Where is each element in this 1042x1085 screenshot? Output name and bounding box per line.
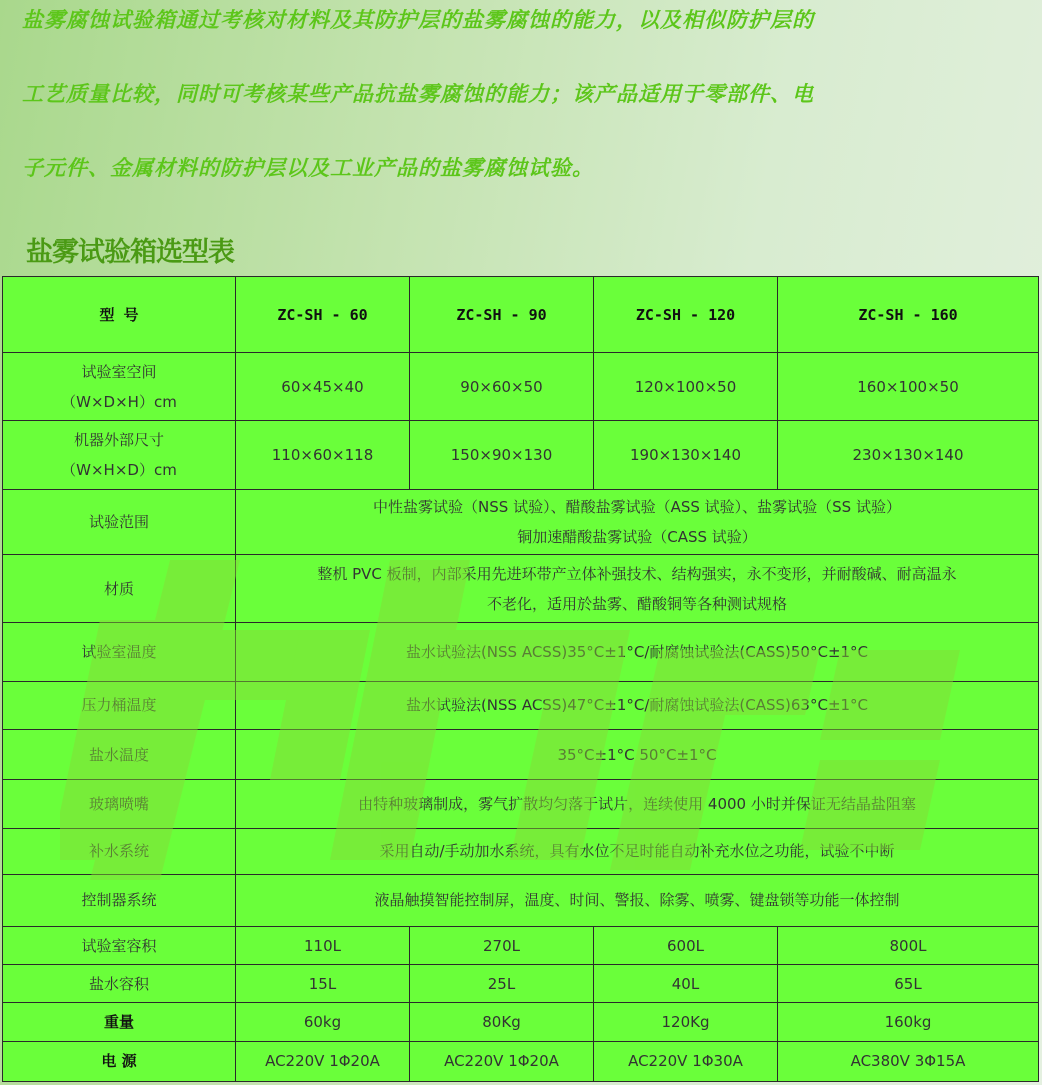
table-cell-wide: 35°C±1°C 50°C±1°C bbox=[236, 730, 1039, 780]
selection-table-heading: 盐雾试验箱选型表 bbox=[26, 237, 234, 268]
table-row bbox=[3, 421, 1039, 489]
table-cell-wide: 整机 PVC 板制，内部采用先进环带产立体补强技术、结构强实，永不变形，并耐酸碱、耐高温永 不老化，适用於盐雾、醋酸铜等各种测试规格 bbox=[236, 555, 1039, 623]
header-model: ZC-SH - 160 bbox=[778, 277, 1039, 353]
table-cell: 800L bbox=[778, 927, 1039, 965]
table-cell: 80Kg bbox=[410, 1003, 594, 1041]
table-row bbox=[3, 874, 1039, 926]
table-cell: 90×60×50 bbox=[410, 353, 594, 421]
row-label: 电 源 bbox=[3, 1041, 236, 1081]
header-model: ZC-SH - 90 bbox=[410, 277, 594, 353]
table-row bbox=[3, 489, 1039, 554]
table-row bbox=[3, 965, 1039, 1003]
table-cell: 25L bbox=[410, 965, 594, 1003]
row-label: 试验室空间 （W×D×H）cm bbox=[3, 353, 236, 421]
table-cell: AC220V 1Φ20A bbox=[236, 1041, 410, 1081]
table-cell: 160kg bbox=[778, 1003, 1039, 1041]
table-cell: 15L bbox=[236, 965, 410, 1003]
table-cell-wide: 采用自动/手动加水系统，具有水位不足时能自动补充水位之功能，试验不中断 bbox=[236, 828, 1039, 874]
row-label: 玻璃喷嘴 bbox=[3, 780, 236, 828]
table-cell: 40L bbox=[594, 965, 778, 1003]
table-cell: 120×100×50 bbox=[594, 353, 778, 421]
table-cell: 65L bbox=[778, 965, 1039, 1003]
table-cell: 600L bbox=[594, 927, 778, 965]
header-model: ZC-SH - 120 bbox=[594, 277, 778, 353]
table-cell-wide: 盐水试验法(NSS ACSS)35°C±1°C/耐腐蚀试验法(CASS)50°C±1°C bbox=[236, 623, 1039, 681]
row-label: 控制器系统 bbox=[3, 874, 236, 926]
table-row bbox=[3, 927, 1039, 965]
table-cell: 60kg bbox=[236, 1003, 410, 1041]
intro-text bbox=[22, 0, 1032, 222]
header-label: 型 号 bbox=[3, 277, 236, 353]
intro-line: 工艺质量比较，同时可考核某些产品抗盐雾腐蚀的能力；该产品适用于零部件、电 bbox=[22, 82, 814, 106]
table-row bbox=[3, 681, 1039, 729]
row-label: 机器外部尺寸 （W×H×D）cm bbox=[3, 421, 236, 489]
table-cell: 270L bbox=[410, 927, 594, 965]
row-label: 材质 bbox=[3, 555, 236, 623]
table-cell-wide: 液晶触摸智能控制屏，温度、时间、警报、除雾、喷雾、键盘锁等功能一体控制 bbox=[236, 874, 1039, 926]
table-cell: 60×45×40 bbox=[236, 353, 410, 421]
intro-line: 子元件、金属材料的防护层以及工业产品的盐雾腐蚀试验。 bbox=[22, 156, 594, 180]
row-label: 重量 bbox=[3, 1003, 236, 1041]
table-cell: 160×100×50 bbox=[778, 353, 1039, 421]
table-row bbox=[3, 1041, 1039, 1081]
table-header-row bbox=[3, 277, 1039, 353]
model-selection-table bbox=[2, 276, 1039, 1082]
table-cell: AC220V 1Φ30A bbox=[594, 1041, 778, 1081]
row-label: 试验范围 bbox=[3, 489, 236, 554]
header-model: ZC-SH - 60 bbox=[236, 277, 410, 353]
table-cell: 230×130×140 bbox=[778, 421, 1039, 489]
table-cell: 150×90×130 bbox=[410, 421, 594, 489]
table-cell: 120Kg bbox=[594, 1003, 778, 1041]
table-cell: 110L bbox=[236, 927, 410, 965]
table-cell: AC220V 1Φ20A bbox=[410, 1041, 594, 1081]
table-row bbox=[3, 730, 1039, 780]
table-row bbox=[3, 828, 1039, 874]
row-label: 盐水容积 bbox=[3, 965, 236, 1003]
table-row bbox=[3, 1003, 1039, 1041]
table-cell-wide: 中性盐雾试验（NSS 试验）、醋酸盐雾试验（ASS 试验）、盐雾试验（SS 试验） 铜加速醋酸盐雾试验（CASS 试验） bbox=[236, 489, 1039, 554]
row-label: 试验室温度 bbox=[3, 623, 236, 681]
row-label: 试验室容积 bbox=[3, 927, 236, 965]
table-cell: 190×130×140 bbox=[594, 421, 778, 489]
table-row bbox=[3, 353, 1039, 421]
intro-line: 盐雾腐蚀试验箱通过考核对材料及其防护层的盐雾腐蚀的能力，以及相似防护层的 bbox=[22, 8, 814, 32]
table-cell: AC380V 3Φ15A bbox=[778, 1041, 1039, 1081]
table-row bbox=[3, 555, 1039, 623]
row-label: 补水系统 bbox=[3, 828, 236, 874]
row-label: 压力桶温度 bbox=[3, 681, 236, 729]
table-cell-wide: 盐水试验法(NSS ACSS)47°C±1°C/耐腐蚀试验法(CASS)63°C±1°C bbox=[236, 681, 1039, 729]
table-row bbox=[3, 623, 1039, 681]
table-cell-wide: 由特种玻璃制成，雾气扩散均匀落于试片，连续使用 4000 小时并保证无结晶盐阻塞 bbox=[236, 780, 1039, 828]
table-cell: 110×60×118 bbox=[236, 421, 410, 489]
table-row bbox=[3, 780, 1039, 828]
row-label: 盐水温度 bbox=[3, 730, 236, 780]
